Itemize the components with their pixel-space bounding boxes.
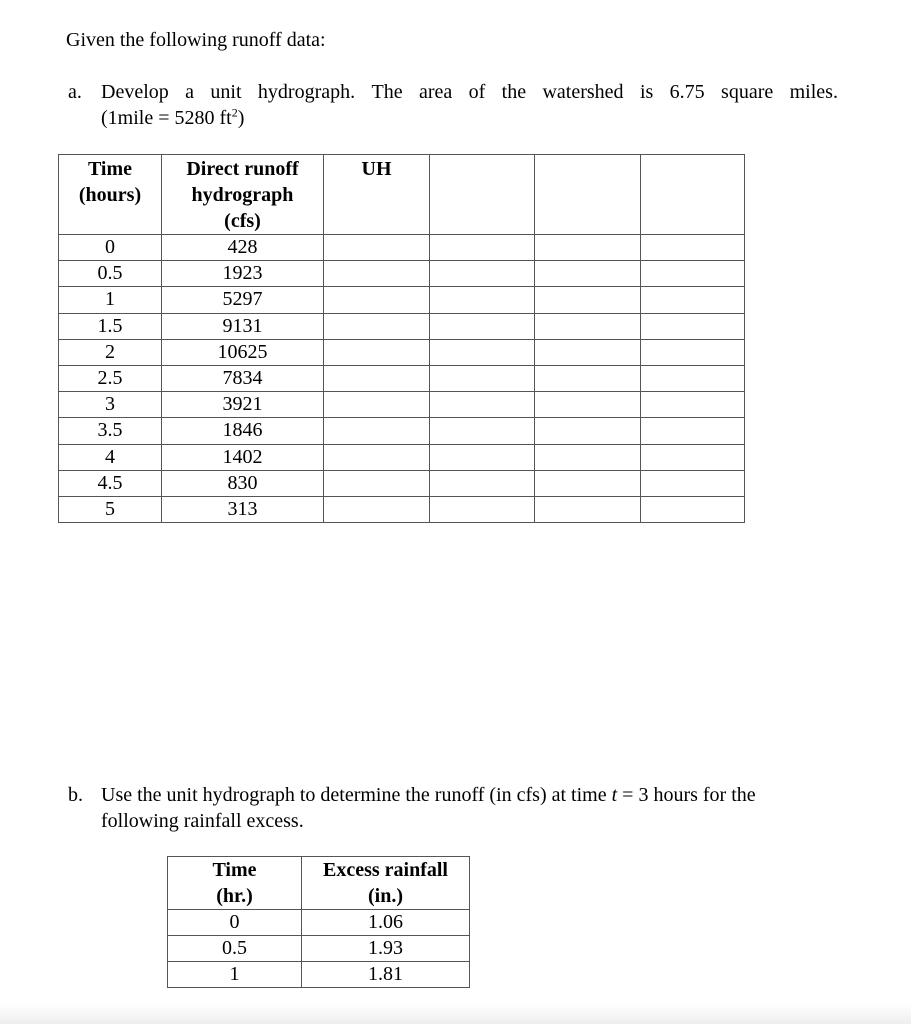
header-line: Time (212, 859, 257, 881)
question-a-word: a (185, 81, 195, 103)
question-b-line1 (101, 782, 841, 808)
blank-cell (641, 261, 745, 287)
rainfall-table-header (168, 857, 470, 910)
blank-cell (641, 287, 745, 313)
table-row (59, 365, 745, 391)
runoff-cell: 5297 (162, 287, 324, 313)
header-line: UH (361, 158, 392, 180)
question-b-text: Use the unit hydrograph to determine the runoff (in cfs) at time (101, 784, 612, 806)
uh-cell (324, 392, 430, 418)
question-a-line2 (101, 105, 841, 131)
runoff-cell: 1923 (162, 261, 324, 287)
time-cell: 2 (59, 339, 162, 365)
blank-cell (535, 470, 641, 496)
rainfall-table-header-cell (168, 857, 302, 910)
uh-cell (324, 261, 430, 287)
rainfall-table (167, 856, 470, 988)
time-cell: 2.5 (59, 365, 162, 391)
question-a-word: Develop (101, 81, 169, 103)
rainfall-cell: 1.81 (302, 962, 470, 988)
table-row (168, 936, 470, 962)
time-cell: 4.5 (59, 470, 162, 496)
blank-cell (535, 339, 641, 365)
blank-cell (535, 392, 641, 418)
table-row (59, 313, 745, 339)
question-a-word: square (721, 81, 774, 103)
blank-cell (535, 235, 641, 261)
page-bottom-shadow (0, 1004, 911, 1024)
question-a-word: area (418, 81, 453, 103)
rainfall-table-header-cell (302, 857, 470, 910)
question-a-word: 6.75 (669, 81, 705, 103)
blank-cell (641, 392, 745, 418)
time-cell: 0.5 (59, 261, 162, 287)
blank-cell (430, 287, 535, 313)
question-a-word: the (501, 81, 527, 103)
blank-cell (430, 313, 535, 339)
header-line: Excess rainfall (323, 859, 448, 881)
rainfall-cell: 1.06 (302, 910, 470, 936)
blank-cell (430, 496, 535, 522)
intro-text: Given the following runoff data: (66, 29, 326, 51)
runoff-table-header (59, 155, 745, 235)
table-row (59, 496, 745, 522)
runoff-cell: 1402 (162, 444, 324, 470)
time-cell: 0 (168, 910, 302, 936)
runoff-table-header-cell (641, 155, 745, 235)
time-cell: 0.5 (168, 936, 302, 962)
runoff-cell: 1846 (162, 418, 324, 444)
blank-cell (641, 235, 745, 261)
uh-cell (324, 470, 430, 496)
runoff-table-header-cell (59, 155, 162, 235)
runoff-cell: 7834 (162, 365, 324, 391)
question-a-word: is (639, 81, 654, 103)
time-cell: 1 (59, 287, 162, 313)
header-line: Direct runoff (186, 158, 299, 180)
time-cell: 5 (59, 496, 162, 522)
uh-cell (324, 444, 430, 470)
blank-cell (430, 235, 535, 261)
blank-cell (535, 261, 641, 287)
runoff-cell: 9131 (162, 313, 324, 339)
question-b-line2: following rainfall excess. (101, 810, 304, 832)
time-variable: t (611, 784, 618, 806)
uh-cell (324, 365, 430, 391)
uh-cell (324, 235, 430, 261)
question-b-text-end: = 3 hours for the (617, 784, 756, 806)
table-row (168, 962, 470, 988)
blank-cell (641, 496, 745, 522)
blank-cell (535, 365, 641, 391)
table-row (59, 261, 745, 287)
header-line: (hr.) (216, 885, 253, 907)
blank-cell (641, 365, 745, 391)
runoff-table-header-cell (430, 155, 535, 235)
table-row (59, 444, 745, 470)
blank-cell (430, 470, 535, 496)
blank-cell (430, 339, 535, 365)
blank-cell (535, 287, 641, 313)
blank-cell (535, 418, 641, 444)
runoff-cell: 3921 (162, 392, 324, 418)
blank-cell (430, 365, 535, 391)
runoff-table-header-cell (162, 155, 324, 235)
question-a-word: miles. (789, 81, 838, 103)
header-line: (in.) (368, 885, 403, 907)
uh-cell (324, 339, 430, 365)
time-cell: 4 (59, 444, 162, 470)
blank-cell (535, 496, 641, 522)
time-cell: 1.5 (59, 313, 162, 339)
unit-exponent: 2 (231, 105, 238, 120)
question-a-word: The (371, 81, 403, 103)
question-a-word: of (468, 81, 486, 103)
question-a-letter: a. (68, 81, 82, 103)
time-cell: 3.5 (59, 418, 162, 444)
runoff-cell: 10625 (162, 339, 324, 365)
blank-cell (641, 313, 745, 339)
blank-cell (641, 339, 745, 365)
table-row (59, 418, 745, 444)
blank-cell (430, 418, 535, 444)
table-row (59, 235, 745, 261)
runoff-cell: 830 (162, 470, 324, 496)
uh-cell (324, 418, 430, 444)
question-a-line1 (101, 79, 838, 105)
rainfall-cell: 1.93 (302, 936, 470, 962)
runoff-table-header-cell (535, 155, 641, 235)
unit-conversion: (1mile = 5280 ft (101, 107, 232, 129)
blank-cell (641, 470, 745, 496)
blank-cell (641, 418, 745, 444)
header-line: Time (87, 158, 133, 180)
table-row (168, 910, 470, 936)
uh-cell (324, 496, 430, 522)
table-row (59, 470, 745, 496)
time-cell: 3 (59, 392, 162, 418)
blank-cell (535, 313, 641, 339)
blank-cell (430, 444, 535, 470)
table-row (59, 287, 745, 313)
uh-cell (324, 313, 430, 339)
unit-close-paren: ) (237, 107, 245, 129)
runoff-table-header-cell (324, 155, 430, 235)
blank-cell (430, 261, 535, 287)
question-b-letter: b. (68, 784, 83, 806)
header-line: (cfs) (224, 210, 261, 232)
table-row (59, 392, 745, 418)
header-line: (hours) (78, 184, 142, 206)
blank-cell (641, 444, 745, 470)
runoff-table (58, 154, 745, 523)
blank-cell (430, 392, 535, 418)
runoff-cell: 313 (162, 496, 324, 522)
runoff-cell: 428 (162, 235, 324, 261)
question-a-word: unit (210, 81, 242, 103)
question-a-word: hydrograph. (257, 81, 356, 103)
header-line: hydrograph (191, 184, 294, 206)
time-cell: 0 (59, 235, 162, 261)
question-a-word: watershed (542, 81, 624, 103)
time-cell: 1 (168, 962, 302, 988)
table-row (59, 339, 745, 365)
blank-cell (535, 444, 641, 470)
uh-cell (324, 287, 430, 313)
